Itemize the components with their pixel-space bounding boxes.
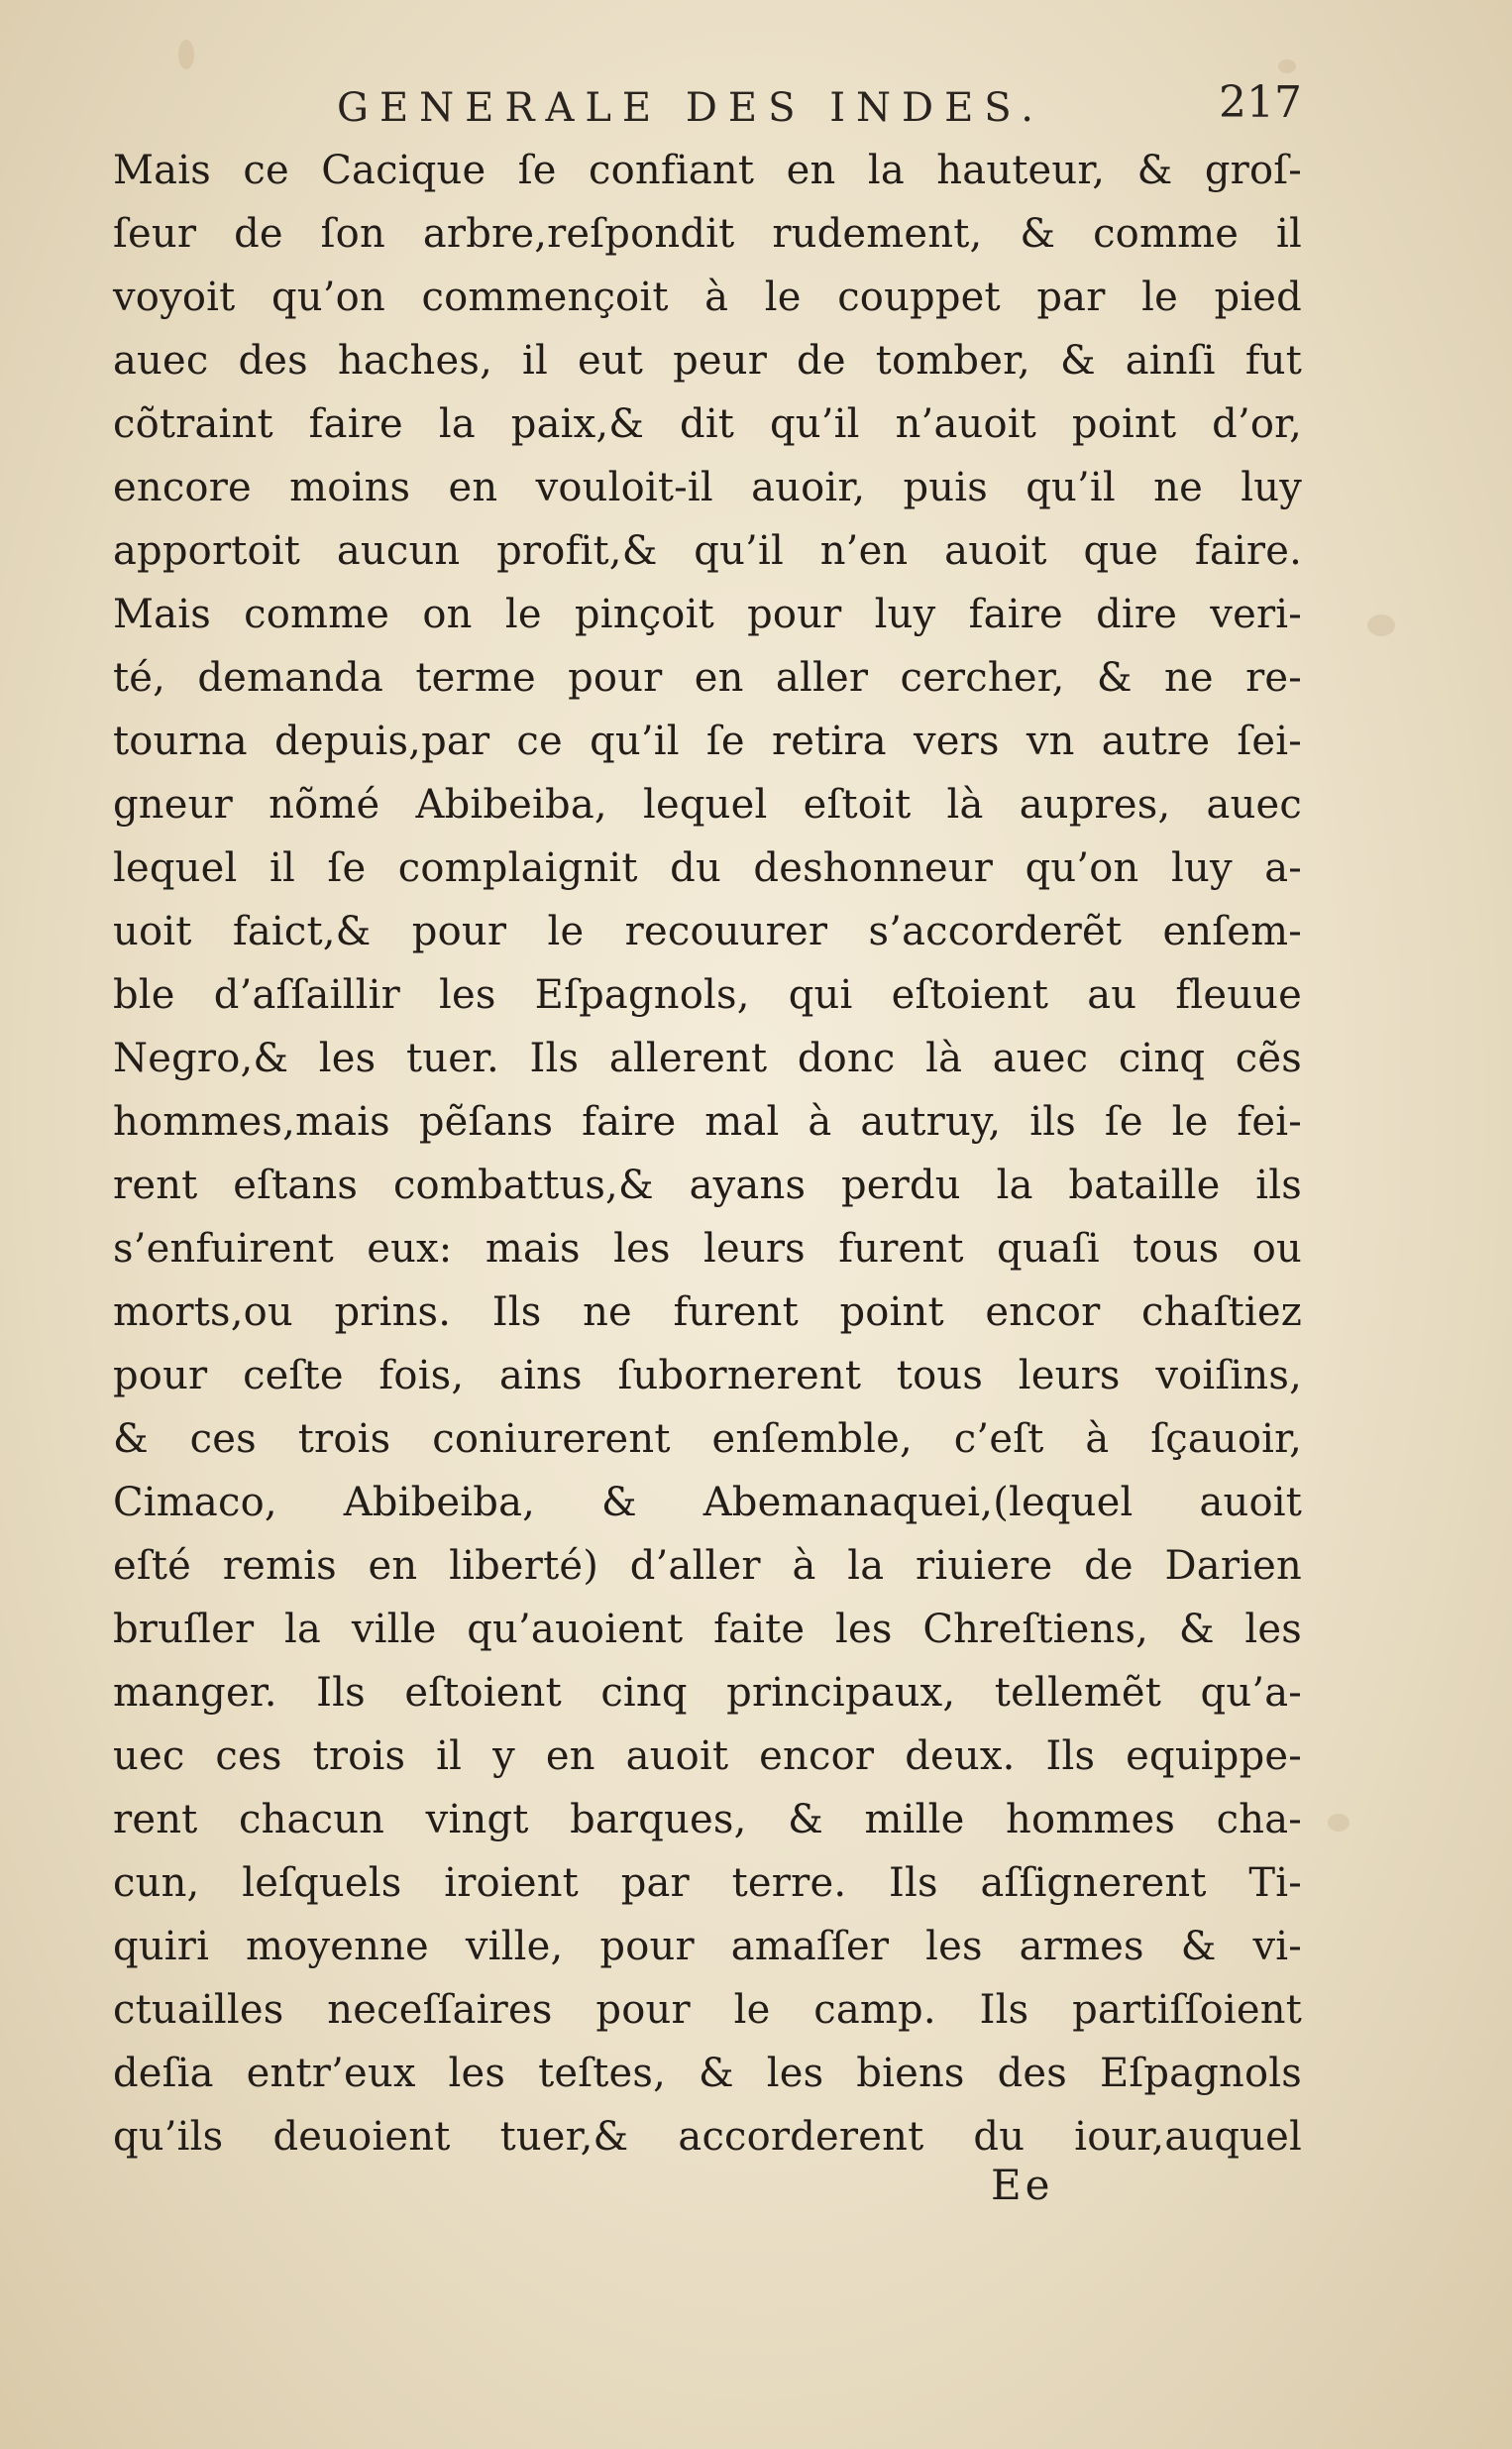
text-line: & ces trois coniurerent enſemble, c’eſt à ſçauoir,: [113, 1416, 1302, 1462]
text-line: uoit faict,& pour le recouurer s’accorderẽt enſem-: [113, 909, 1302, 954]
text-line: lequel il ſe complaignit du deshonneur qu’on luy a-: [113, 845, 1302, 891]
foxing-stain: [178, 40, 194, 69]
text-line: tourna depuis,par ce qu’il ſe retira vers vn autre ſei-: [113, 719, 1302, 764]
text-line: rent chacun vingt barques, & mille hommes cha-: [113, 1797, 1302, 1842]
text-line: ctuailles neceſſaires pour le camp. Ils partiſſoient: [113, 1987, 1302, 2033]
foxing-stain: [1328, 1814, 1350, 1832]
text-line: pour ceſte fois, ains ſubornerent tous leurs voiſins,: [113, 1353, 1302, 1398]
text-line: encore moins en vouloit-il auoir, puis qu’il ne luy: [113, 465, 1302, 510]
text-line: Mais comme on le pinçoit pour luy faire dire veri-: [113, 592, 1302, 637]
text-line: gneur nõmé Abibeiba, lequel eſtoit là aupres, auec: [113, 782, 1302, 828]
text-line: rent eſtans combattus,& ayans perdu la bataille ils: [113, 1163, 1302, 1208]
text-line: auec des haches, il eut peur de tomber, & ainſi fut: [113, 338, 1302, 384]
foxing-stain: [1278, 59, 1296, 73]
running-title: GENERALE DES INDES.: [337, 85, 1044, 131]
text-line: bruſler la ville qu’auoient faite les Chreſtiens, & les: [113, 1607, 1302, 1652]
text-line: hommes,mais pẽſans faire mal à autruy, ils ſe le fei-: [113, 1099, 1302, 1145]
body-text: [113, 139, 1302, 2169]
text-line: ble d’aſſaillir les Eſpagnols, qui eſtoient au fleuue: [113, 972, 1302, 1018]
text-line: Negro,& les tuer. Ils allerent donc là auec cinq cẽs: [113, 1036, 1302, 1081]
text-line: eſté remis en liberté) d’aller à la riuiere de Darien: [113, 1543, 1302, 1589]
text-line: qu’ils deuoient tuer,& accorderent du iour,auquel: [113, 2114, 1302, 2160]
page-number: 217: [1219, 77, 1302, 128]
text-line: uec ces trois il y en auoit encor deux. Ils equippe-: [113, 1733, 1302, 1779]
text-line: manger. Ils eſtoient cinq principaux, tellemẽt qu’a-: [113, 1670, 1302, 1716]
text-line: voyoit qu’on commençoit à le couppet par le pied: [113, 275, 1302, 320]
text-line: deſia entr’eux les teſtes, & les biens des Eſpagnols: [113, 2051, 1302, 2096]
page-header: [0, 77, 1512, 137]
text-line: quiri moyenne ville, pour amaſſer les armes & vi-: [113, 1924, 1302, 1969]
text-line: Cimaco, Abibeiba, & Abemanaquei,(lequel auoit: [113, 1480, 1302, 1525]
text-line: cun, leſquels iroient par terre. Ils aſſignerent Ti-: [113, 1860, 1302, 1906]
text-line: morts,ou prins. Ils ne furent point encor chaſtiez: [113, 1289, 1302, 1335]
text-line: cõtraint faire la paix,& dit qu’il n’auoit point d’or,: [113, 401, 1302, 447]
text-line: té, demanda terme pour en aller cercher, & ne re-: [113, 655, 1302, 701]
text-line: s’enfuirent eux: mais les leurs furent quaſi tous ou: [113, 1226, 1302, 1272]
text-line: apportoit aucun profit,& qu’il n’en auoit que faire.: [113, 528, 1302, 574]
text-line: ſeur de ſon arbre,reſpondit rudement, & comme il: [113, 211, 1302, 257]
foxing-stain: [1367, 614, 1395, 636]
text-line: Mais ce Cacique ſe confiant en la hauteur, & groſ-: [113, 148, 1302, 193]
catchword: Ee: [991, 2161, 1054, 2209]
